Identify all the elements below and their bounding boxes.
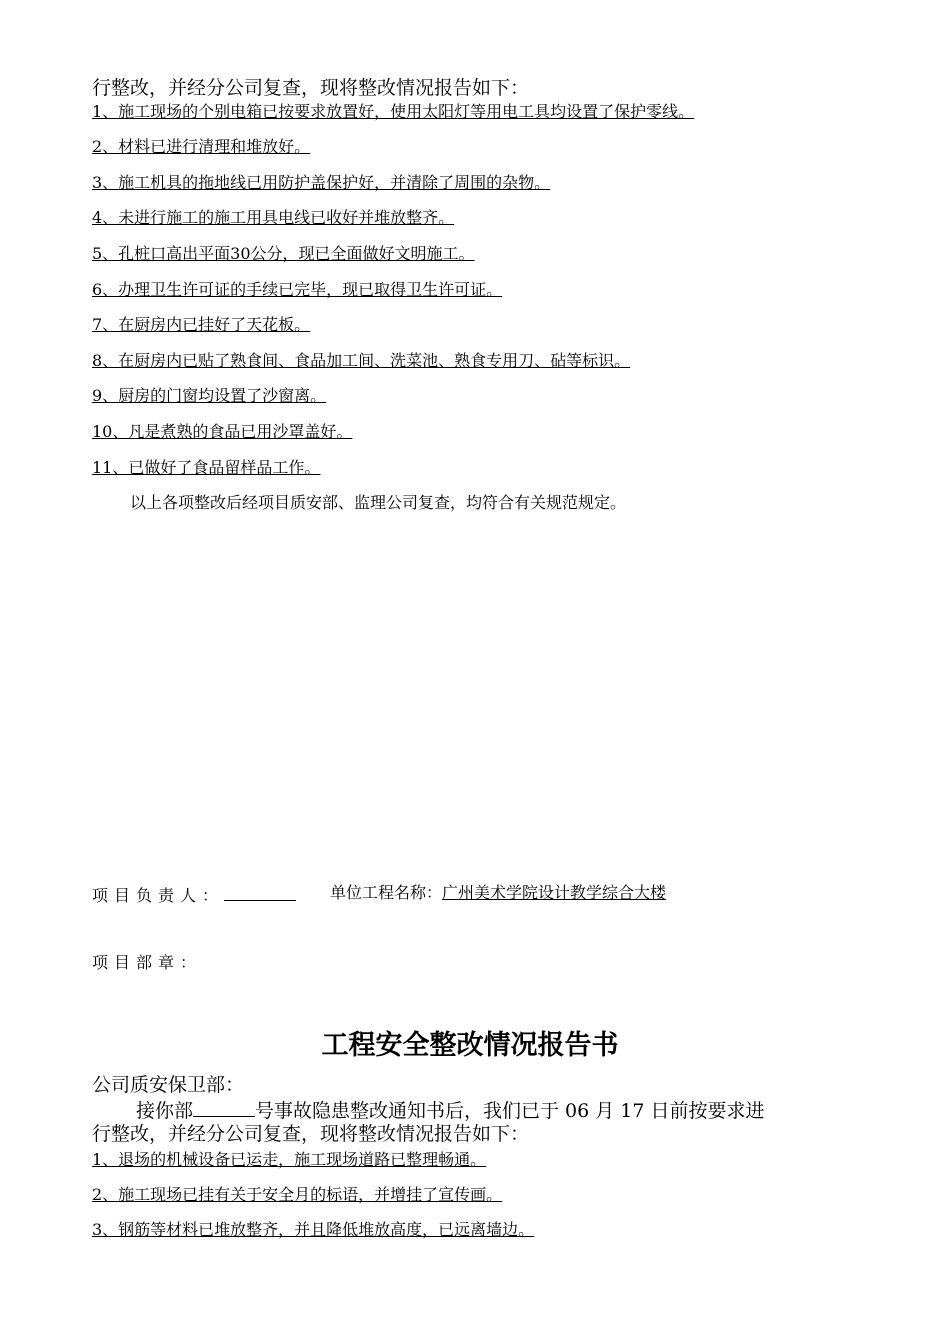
conclusion-text: 以上各项整改后经项目质安部、监理公司复查，均符合有关规范规定。 <box>130 493 627 512</box>
unit-name-line <box>330 883 666 903</box>
rectification-item: 6、办理卫生许可证的手续已完毕，现已取得卫生许可证。 <box>92 280 503 299</box>
rectification-item: 4、未进行施工的施工用具电线已收好并堆放整齐。 <box>92 208 455 227</box>
body-suffix: 号事故隐患整改通知书后，我们已于 06 月 17 日前按要求进 <box>255 1100 765 1122</box>
unit-label: 单位工程名称： <box>330 883 443 902</box>
body-prefix: 接你部 <box>136 1100 194 1122</box>
rectification-item: 7、在厨房内已挂好了天花板。 <box>92 315 311 334</box>
rectification-item: 5、孔桩口高出平面30公分，现已全面做好文明施工。 <box>92 244 475 263</box>
rectification-item: 10、凡是煮熟的食品已用沙罩盖好。 <box>92 422 353 441</box>
rectification-item: 1、退场的机械设备已运走，施工现场道路已整理畅通。 <box>92 1150 487 1169</box>
rectification-item: 3、钢筋等材料已堆放整齐，并且降低堆放高度，已远离墙边。 <box>92 1220 535 1239</box>
manager-blank <box>224 883 296 901</box>
rectification-item: 3、施工机具的拖地线已用防护盖保护好，并清除了周围的杂物。 <box>92 173 551 192</box>
rectification-item: 8、在厨房内已贴了熟食间、食品加工间、洗菜池、熟食专用刀、砧等标识。 <box>92 351 631 370</box>
report-title: 工程安全整改情况报告书 <box>321 1030 619 1061</box>
seal-label: 项目部章： <box>92 953 203 972</box>
rectification-item: 1、施工现场的个别电箱已按要求放置好，使用太阳灯等用电工具均设置了保护零线。 <box>92 102 695 121</box>
rectification-item: 2、施工现场已挂有关于安全月的标语，并增挂了宣传画。 <box>92 1185 503 1204</box>
recipient: 公司质安保卫部： <box>92 1074 245 1096</box>
rectification-item: 9、厨房的门窗均设置了沙窗离。 <box>92 386 327 405</box>
manager-label: 项目负责人： <box>92 886 225 905</box>
manager-signature-line <box>92 883 296 906</box>
rectification-item: 11、已做好了食品留样品工作。 <box>92 458 321 477</box>
notice-number-blank <box>193 1097 255 1117</box>
report-body-line <box>136 1097 765 1123</box>
report-intro-line-2: 行整改，并经分公司复查，现将整改情况报告如下： <box>92 1123 530 1145</box>
report-intro-line: 行整改，并经分公司复查，现将整改情况报告如下： <box>92 77 530 99</box>
unit-name: 广州美术学院设计教学综合大楼 <box>442 883 667 902</box>
rectification-item: 2、材料已进行清理和堆放好。 <box>92 137 311 156</box>
